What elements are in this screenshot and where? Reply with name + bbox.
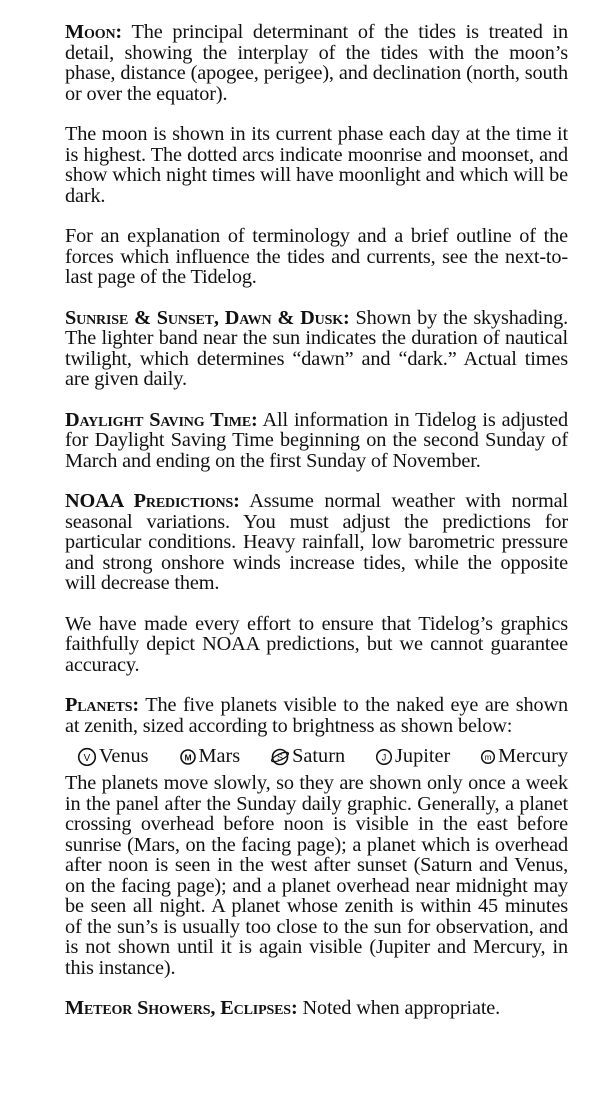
terminology-text: For an explanation of terminology and a brief outline of the forces which influence the tides and currents, see the next-to-last page of the Tidelog. [65, 225, 568, 288]
meteor-heading: Meteor Showers, Eclipses: [65, 997, 298, 1019]
accuracy-text: We have made every effort to ensure that Tidelog’s graphics faithfully depict NOAA predictions, but we cannot guarantee accuracy. [65, 612, 568, 676]
page-content [65, 22, 568, 1019]
planet-legend [77, 743, 568, 769]
mercury-symbol-icon [480, 748, 496, 764]
svg-text:M: M [183, 752, 192, 763]
noaa-heading: NOAA Predictions: [65, 490, 240, 512]
saturn-label: Saturn [292, 744, 346, 767]
venus-symbol-icon [77, 746, 97, 766]
accuracy-paragraph [65, 614, 568, 676]
planets-heading: Planets: [65, 694, 139, 716]
planets-paragraph [65, 695, 568, 736]
dst-text: All information in Tidelog is adjusted for Daylight Saving Time beginning on the second Sunday of March and ending on the first Sunday of November. [65, 408, 568, 472]
meteor-paragraph [65, 998, 568, 1019]
planets-text: The five planets visible to the naked eye are shown at zenith, sized according to brightness as shown below: [65, 694, 568, 737]
svg-text:S: S [277, 752, 284, 763]
jupiter-label: Jupiter [395, 744, 451, 767]
noaa-paragraph [65, 491, 568, 594]
noaa-text: Assume normal weather with normal seasonal variations. You must adjust the predictions for particular conditions. Heavy rainfall, low barometric pressure and strong onshore winds increase tides, while the opposite will decrease them. [65, 490, 568, 594]
planet-movement-paragraph [65, 773, 568, 978]
dst-heading: Daylight Saving Time: [65, 408, 258, 431]
terminology-paragraph [65, 226, 568, 288]
mars-label: Mars [198, 744, 241, 767]
meteor-text: Noted when appropriate. [302, 997, 501, 1019]
svg-text:m: m [484, 753, 492, 762]
mercury-label: Mercury [498, 744, 568, 767]
mars-symbol-icon [179, 747, 197, 765]
planet-jupiter [375, 745, 450, 768]
planet-saturn [270, 745, 345, 768]
svg-text:J: J [381, 752, 387, 763]
moon-paragraph [65, 22, 568, 104]
moon-heading: Moon: [65, 21, 123, 43]
moon-phase-paragraph [65, 124, 568, 206]
sunrise-paragraph [65, 308, 568, 390]
sunrise-heading: Sunrise & Sunset, Dawn & Dusk: [65, 306, 350, 329]
planet-venus [77, 745, 149, 768]
jupiter-symbol-icon [375, 747, 393, 765]
venus-label: Venus [99, 744, 149, 767]
sunrise-text: Shown by the skyshading. The lighter band near the sun indicates the duration of nautical twilight, which determines “dawn” and “dark.” Actual times are given daily. [65, 306, 569, 390]
planet-mars [179, 745, 241, 768]
dst-paragraph [65, 410, 568, 472]
planet-movement-text: The planets move slowly, so they are shown only once a week in the panel after the Sunday daily graphic. Generally, a planet crossing overhead before noon is visible in the east before sunrise (Mars, on the facing page); a planet which is overhead after noon is seen in the west after sunset (Saturn and Venus, on the facing page); and a planet overhead near midnight may be seen all night. A planet whose zenith is within 45 minutes of the sun’s is usually too close to the sun for observation, and is not shown until it is again visible (Jupiter and Mercury, in this instance). [65, 772, 568, 979]
saturn-symbol-icon [270, 746, 290, 766]
moon-text: The principal determinant of the tides is treated in detail, showing the interplay of the tides with the moon’s phase, distance (apogee, perigee), and declination (north, south or over the equator). [65, 21, 569, 105]
planet-mercury [480, 745, 568, 768]
svg-text:V: V [83, 753, 91, 764]
moon-phase-text: The moon is shown in its current phase each day at the time it is highest. The dotted arcs indicate moonrise and moonset, and show which night times will have moonlight and which will be dark. [65, 123, 568, 207]
